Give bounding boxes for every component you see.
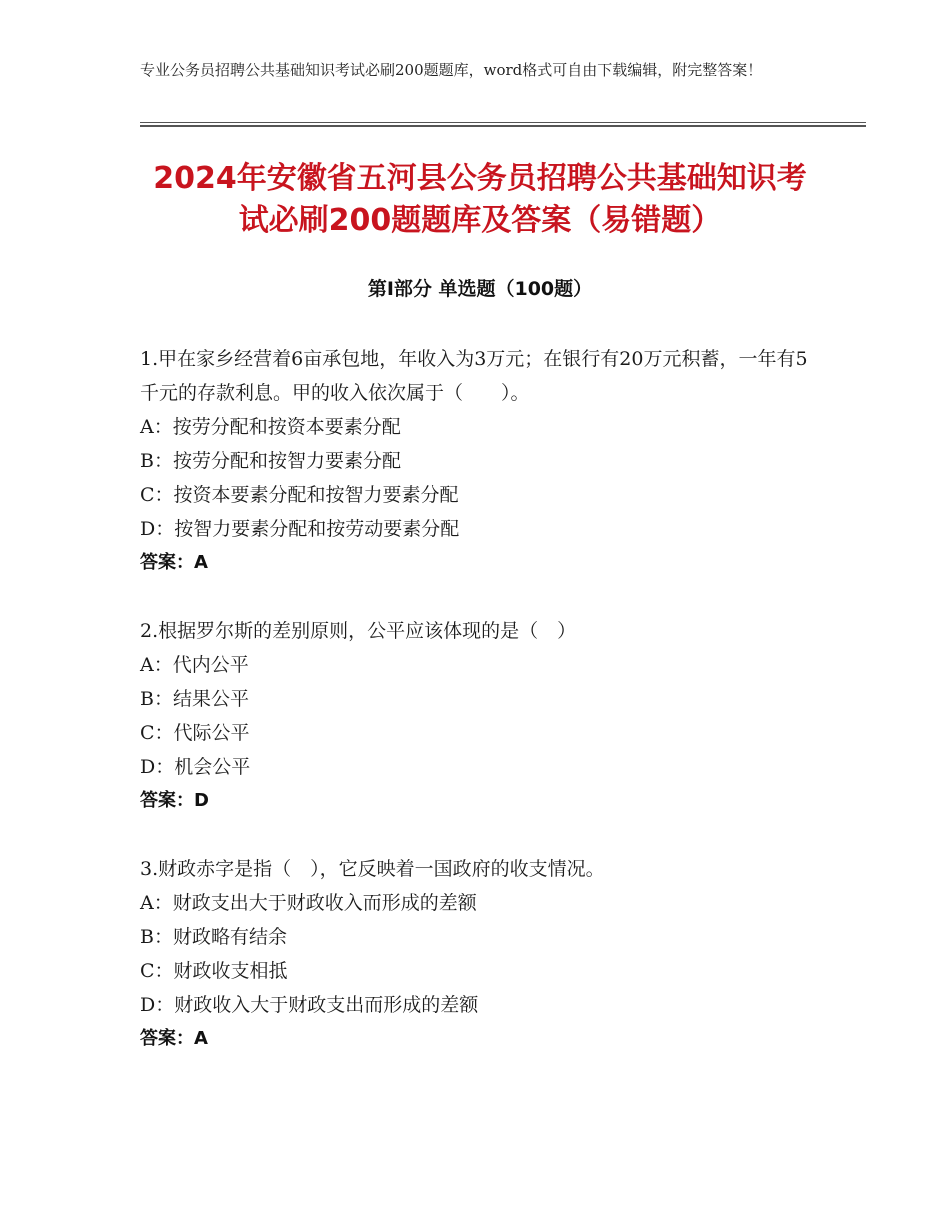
option-b: B：财政略有结余: [140, 926, 287, 948]
option-b: B：按劳分配和按智力要素分配: [140, 450, 401, 472]
question-2: [140, 614, 820, 818]
question-stem: 3.财政赤字是指（ ），它反映着一国政府的收支情况。: [140, 858, 605, 880]
question-list: [140, 342, 820, 1090]
header-rule-thin: [140, 122, 866, 123]
option-d: D：财政收入大于财政支出而形成的差额: [140, 994, 479, 1016]
question-stem: 2.根据罗尔斯的差别原则，公平应该体现的是（ ）: [140, 620, 577, 642]
section-title: 第Ⅰ部分 单选题（100题）: [367, 278, 593, 300]
option-d: D：按智力要素分配和按劳动要素分配: [140, 518, 460, 540]
header-rule-thick: [140, 125, 866, 127]
option-c: C：财政收支相抵: [140, 960, 288, 982]
answer: 答案：D: [140, 790, 209, 811]
question-1: [140, 342, 820, 580]
answer: 答案：A: [140, 552, 208, 573]
question-3: [140, 852, 820, 1056]
option-a: A：财政支出大于财政收入而形成的差额: [140, 892, 477, 914]
option-c: C：代际公平: [140, 722, 250, 744]
answer: 答案：A: [140, 1028, 208, 1049]
option-a: A：代内公平: [140, 654, 249, 676]
option-b: B：结果公平: [140, 688, 249, 710]
option-a: A：按劳分配和按资本要素分配: [140, 416, 401, 438]
question-stem: 1.甲在家乡经营着6亩承包地，年收入为3万元；在银行有20万元积蓄，一年有5千元的存款利息。甲的收入依次属于（ ）。: [140, 348, 808, 404]
option-d: D：机会公平: [140, 756, 251, 778]
document-title: 2024年安徽省五河县公务员招聘公共基础知识考试必刷200题题库及答案（易错题）: [153, 161, 807, 238]
option-c: C：按资本要素分配和按智力要素分配: [140, 484, 459, 506]
header-note: 专业公务员招聘公共基础知识考试必刷200题题库，word格式可自由下载编辑，附完整答案！: [140, 61, 763, 79]
